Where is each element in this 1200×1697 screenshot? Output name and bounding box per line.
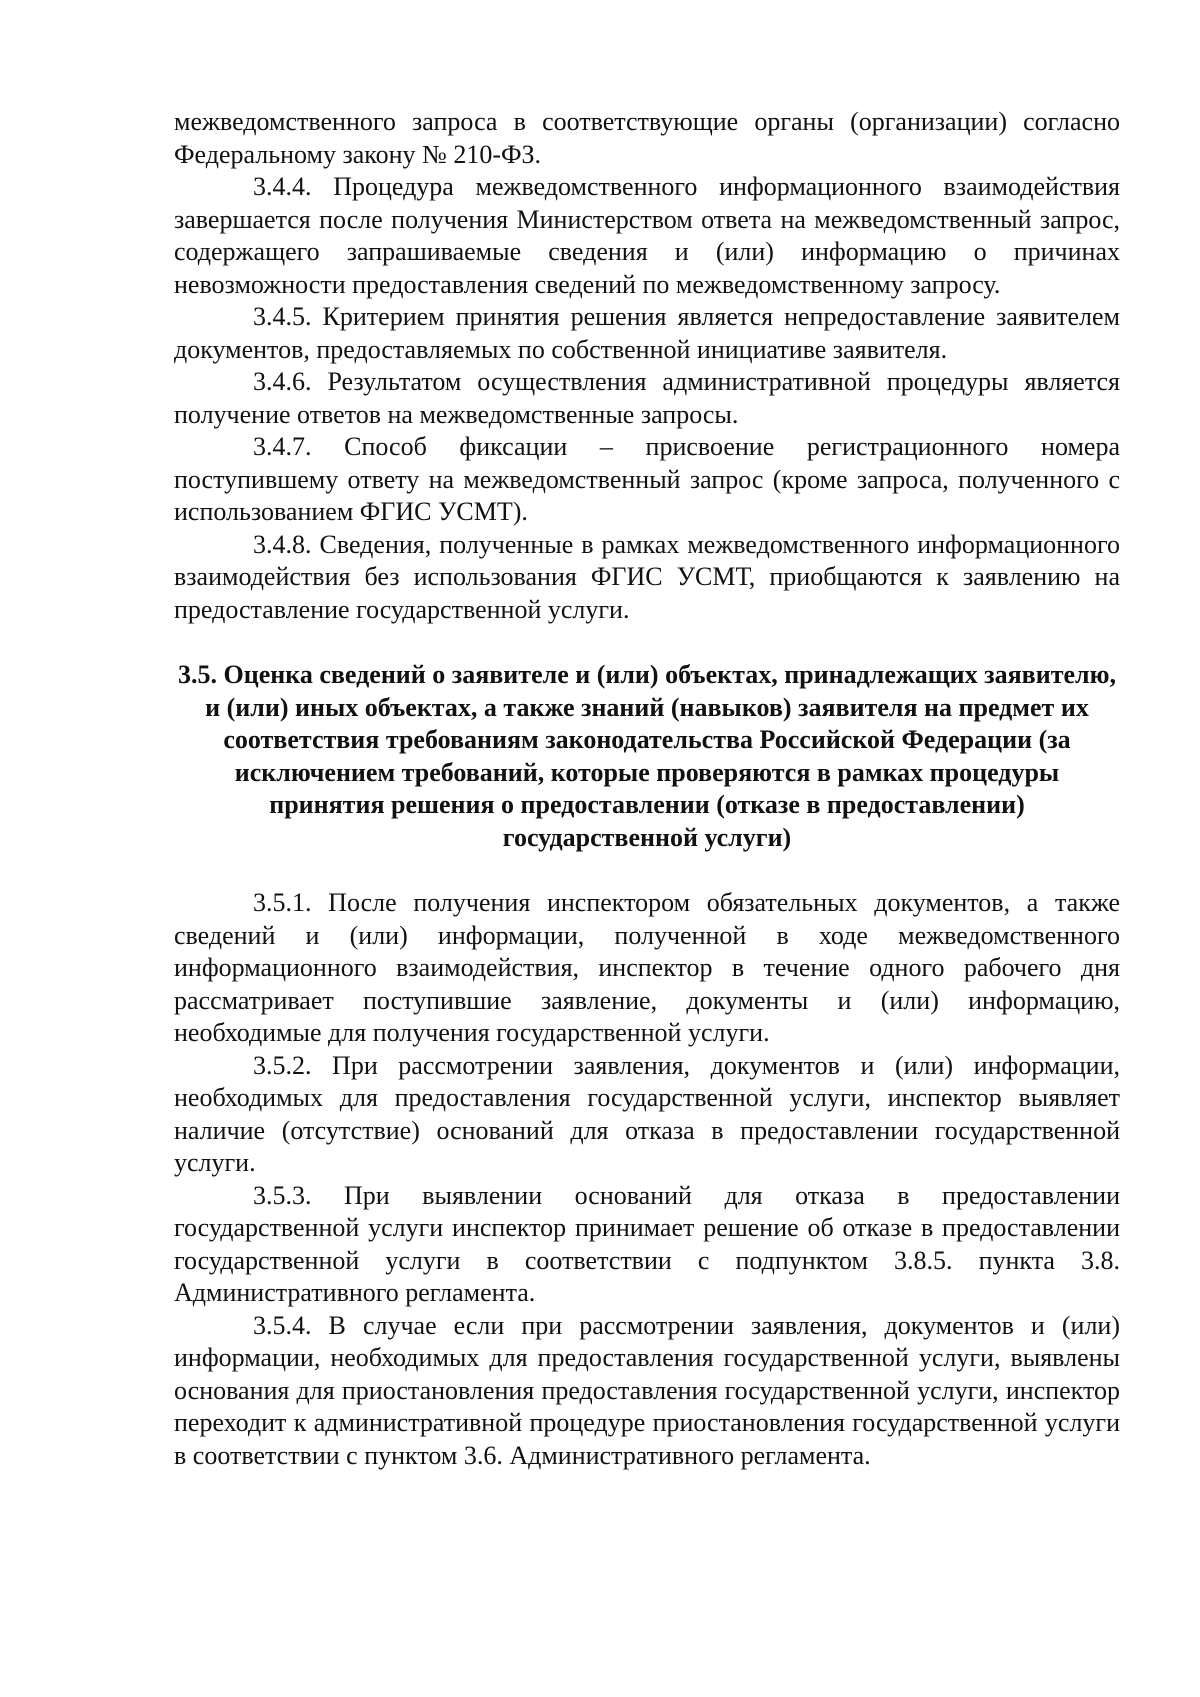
paragraph-3-4-7: 3.4.7. Способ фиксации – присвоение регистрационного номера поступившему ответу на межведомственный запрос (кроме запроса, полученного с использованием ФГИС УСМТ). — [174, 432, 1120, 526]
paragraph-3-5-1: 3.5.1. После получения инспектором обязательных документов, а также сведений и (или) информации, полученной в ходе межведомственного информационного взаимодействия, инспектор в течение одного рабочего дня рассматривает поступившие заявление, документы и (или) информацию, необходимые для получения государственной услуги. — [174, 888, 1120, 1047]
paragraph-3-4-4: 3.4.4. Процедура межведомственного информационного взаимодействия завершается после получения Министерством ответа на межведомственный запрос, содержащего запрашиваемые сведения и (или) информацию о причинах невозможности предоставления сведений по межведомственному запросу. — [174, 172, 1120, 299]
paragraph-3-4-6: 3.4.6. Результатом осуществления административной процедуры является получение ответов на межведомственные запросы. — [174, 367, 1120, 429]
document-page — [174, 106, 1120, 1472]
paragraph-3-5-4: 3.5.4. В случае если при рассмотрении заявления, документов и (или) информации, необходимых для предоставления государственной услуги, выявлены основания для приостановления предоставления государственной услуги, инспектор переходит к административной процедуре приостановления государственной услуги в соответствии с пунктом 3.6. Административного регламента. — [174, 1310, 1120, 1470]
section-heading-3-5: 3.5. Оценка сведений о заявителе и (или) объектах, принадлежащих заявителю, и (или) иных объектах, а также знаний (навыков) заявителя на предмет их соответствия требованиям законодательства Российской Федерации (за исключением требований, которые проверяются в рамках процедуры принятия решения о предоставлении (отказе в предоставлении) государственной услуги) — [178, 660, 1116, 852]
paragraph-continuation: межведомственного запроса в соответствующие органы (организации) согласно Федеральному закону № 210-ФЗ. — [174, 107, 1120, 169]
paragraph-3-4-5: 3.4.5. Критерием принятия решения является непредоставление заявителем документов, предоставляемых по собственной инициативе заявителя. — [174, 302, 1120, 364]
paragraph-3-5-2: 3.5.2. При рассмотрении заявления, документов и (или) информации, необходимых для предоставления государственной услуги, инспектор выявляет наличие (отсутствие) оснований для отказа в предоставлении государственной услуги. — [174, 1050, 1120, 1177]
paragraph-3-4-8: 3.4.8. Сведения, полученные в рамках межведомственного информационного взаимодействия без использования ФГИС УСМТ, приобщаются к заявлению на предоставление государственной услуги. — [174, 529, 1120, 624]
paragraph-3-5-3: 3.5.3. При выявлении оснований для отказа в предоставлении государственной услуги инспектор принимает решение об отказе в предоставлении государственной услуги в соответствии с подпунктом 3.8.5. пункта 3.8. Административного регламента. — [174, 1180, 1120, 1307]
